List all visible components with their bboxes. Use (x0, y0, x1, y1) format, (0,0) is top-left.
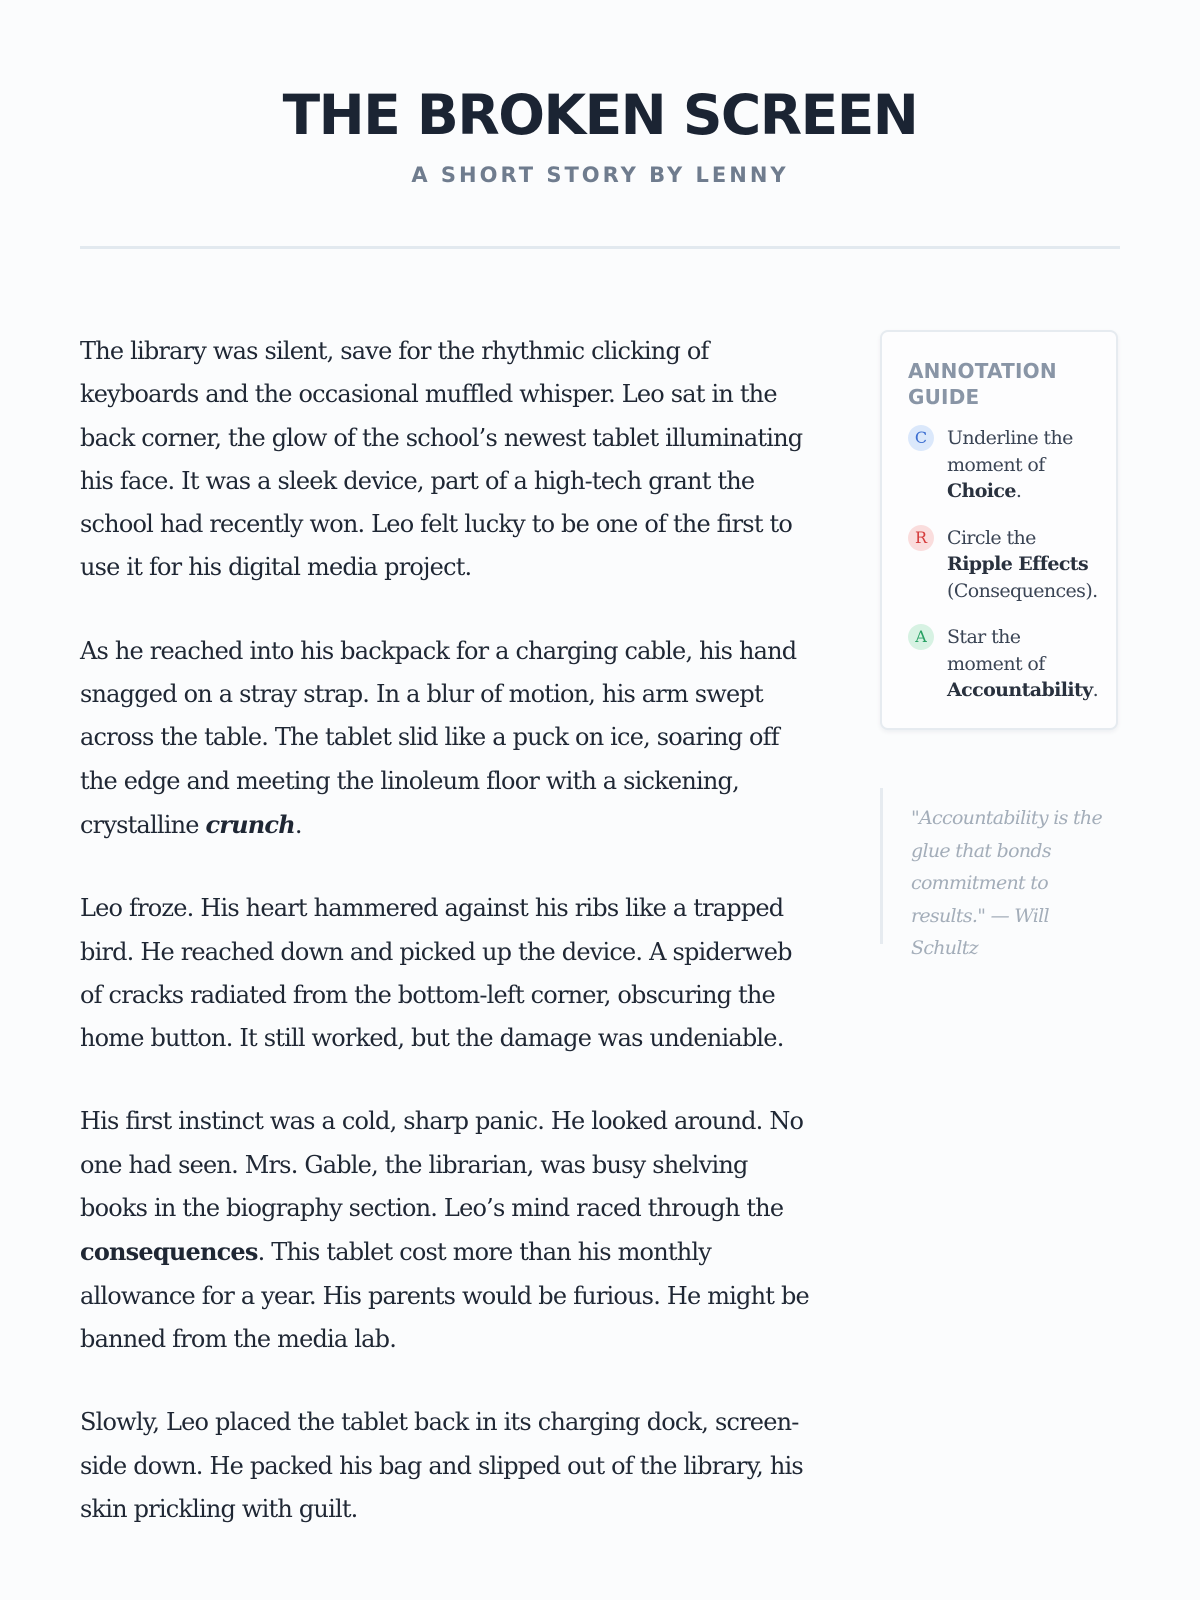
guide-item-choice (908, 425, 1096, 505)
guide-item-choice-term: Choice (947, 480, 1016, 502)
emphasis-crunch: crunch (205, 809, 295, 839)
story-paragraph-5: Slowly, Leo placed the tablet back in its charging dock, screen-side down. He packed his bag and slipped out of the library, his skin prickling with guilt. (80, 1408, 803, 1523)
guide-item-ripple-text (947, 525, 1098, 605)
ripple-badge-icon: R (908, 525, 934, 551)
guide-item-accountability (908, 624, 1099, 704)
guide-item-ripple-term: Ripple Effects (947, 553, 1089, 575)
accountability-badge-icon: A (908, 624, 934, 650)
story-paragraph-2-end: . (294, 810, 302, 839)
header-divider (80, 246, 1120, 249)
page-title: THE BROKEN SCREEN (282, 83, 918, 147)
guide-item-ripple-label: Circle the (947, 526, 1036, 549)
story-paragraph-2-text: As he reached into his backpack for a charging cable, his hand snagged on a stray strap. In a blur of motion, his arm swept across the table. The tablet slid like a puck on ice, soaring off the edge and meeting the linoleum floor with a sickening, crystalline (80, 636, 797, 839)
page-subtitle: A SHORT STORY BY LENNY (411, 163, 789, 187)
story-paragraph-4 (80, 1100, 810, 1361)
story-paragraph-2 (80, 630, 810, 847)
emphasis-consequences: consequences (80, 1237, 258, 1267)
story-body (80, 330, 810, 1571)
guide-item-accountability-text (947, 624, 1098, 704)
annotation-guide-title: ANNOTATION GUIDE (908, 359, 1057, 409)
guide-item-accountability-suffix: . (1092, 679, 1099, 701)
story-paragraph-3: Leo froze. His heart hammered against his ribs like a trapped bird. He reached down and picked up the device. A spiderweb of cracks radiated from the bottom-left corner, obscuring the home button. It still worked, but the damage was undeniable. (80, 894, 792, 1053)
guide-item-ripple (908, 525, 1096, 605)
guide-item-accountability-label: Star the moment of (947, 626, 1045, 675)
guide-item-accountability-term: Accountability (947, 679, 1093, 701)
guide-item-choice-label: Underline the moment of (947, 427, 1073, 476)
guide-item-choice-text (947, 425, 1096, 505)
choice-badge-icon: C (908, 425, 934, 451)
story-paragraph-4-text: His first instinct was a cold, sharp panic. He looked around. No one had seen. Mrs. Gable, the librarian, was busy shelving books in the biography section. Leo’s mind raced through the (80, 1107, 804, 1223)
guide-item-choice-suffix: . (1015, 480, 1022, 502)
sidebar-quote: "Accountability is the glue that bonds commitment to results." — Will Schultz (880, 788, 1118, 944)
guide-item-ripple-suffix: (Consequences). (947, 579, 1098, 602)
story-paragraph-1: The library was silent, save for the rhythmic clicking of keyboards and the occasional muffled whisper. Leo sat in the back corner, the glow of the school’s newest tablet illuminating his face. It was a sleek device, part of a high-tech grant the school had recently won. Leo felt lucky to be one of the first to use it for his digital media project. (80, 337, 803, 582)
story-paragraph-4-end: . This tablet cost more than his monthly allowance for a year. His parents would be furious. He might be banned from the media lab. (80, 1238, 809, 1353)
annotation-guide (880, 330, 1118, 730)
